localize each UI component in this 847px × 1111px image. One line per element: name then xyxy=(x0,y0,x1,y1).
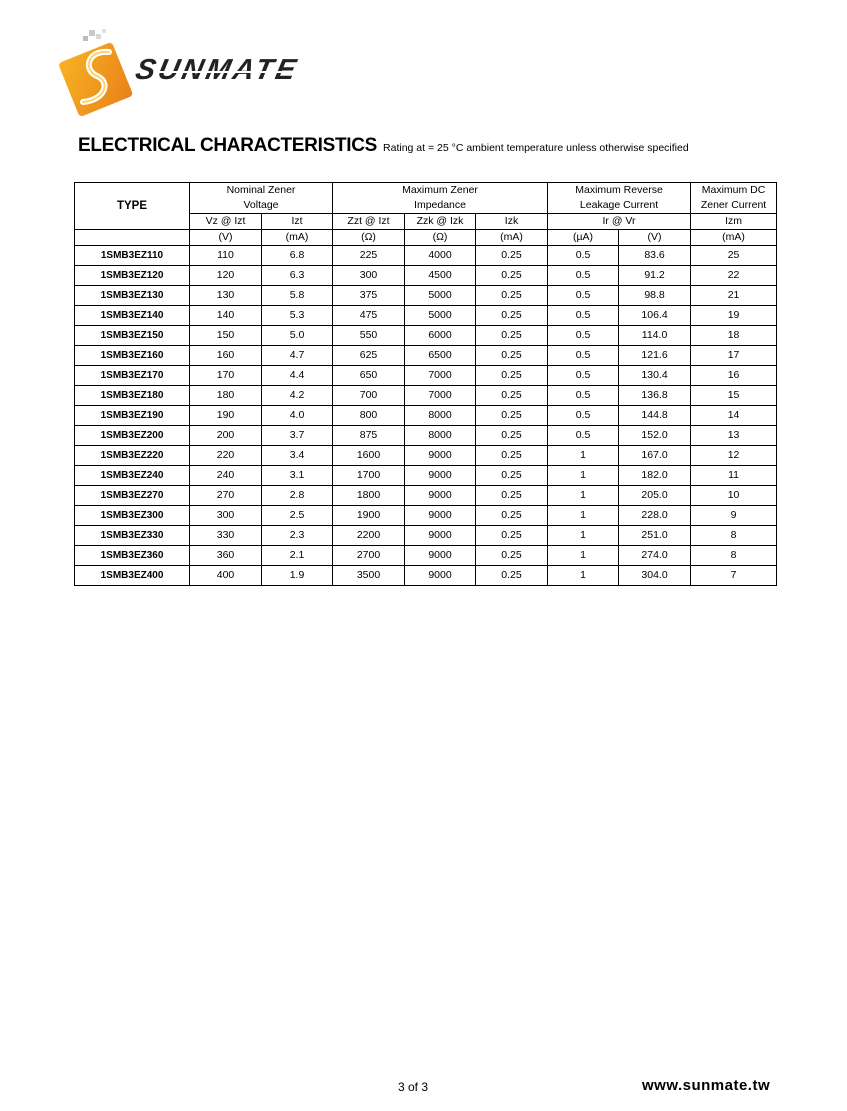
cell-izm: 16 xyxy=(691,366,777,386)
table-row xyxy=(75,346,777,366)
cell-ir: 1 xyxy=(548,486,619,506)
cell-type: 1SMB3EZ330 xyxy=(75,526,190,546)
cell-izt: 4.0 xyxy=(262,406,333,426)
unit-izk: (mA) xyxy=(476,230,548,246)
cell-izt: 3.7 xyxy=(262,426,333,446)
cell-izk: 0.25 xyxy=(476,466,548,486)
cell-type: 1SMB3EZ220 xyxy=(75,446,190,466)
cell-zzk: 4500 xyxy=(405,266,476,286)
cell-izk: 0.25 xyxy=(476,446,548,466)
cell-izk: 0.25 xyxy=(476,526,548,546)
cell-type: 1SMB3EZ120 xyxy=(75,266,190,286)
cell-ir: 0.5 xyxy=(548,426,619,446)
cell-ir: 1 xyxy=(548,506,619,526)
heading-subtitle: Rating at = 25 °C ambient temperature unless otherwise specified xyxy=(383,142,689,154)
brand-name: SUNMATE xyxy=(132,53,302,86)
cell-izm: 14 xyxy=(691,406,777,426)
cell-izt: 3.1 xyxy=(262,466,333,486)
cell-izk: 0.25 xyxy=(476,266,548,286)
cell-zzk: 9000 xyxy=(405,446,476,466)
cell-zzt: 550 xyxy=(333,326,405,346)
nominal-voltage-header-line2: Voltage xyxy=(190,198,333,214)
table-row xyxy=(75,386,777,406)
type-header-spacer xyxy=(75,230,190,246)
cell-vz: 220 xyxy=(190,446,262,466)
cell-ir: 0.5 xyxy=(548,386,619,406)
unit-ir: (µA) xyxy=(548,230,619,246)
cell-vz: 360 xyxy=(190,546,262,566)
cell-vr: 83.6 xyxy=(619,246,691,266)
cell-izt: 6.8 xyxy=(262,246,333,266)
cell-vr: 167.0 xyxy=(619,446,691,466)
cell-izk: 0.25 xyxy=(476,286,548,306)
cell-izk: 0.25 xyxy=(476,366,548,386)
cell-izk: 0.25 xyxy=(476,506,548,526)
table-row xyxy=(75,406,777,426)
dc-current-header-line2: Zener Current xyxy=(691,198,777,214)
cell-zzk: 9000 xyxy=(405,506,476,526)
nominal-voltage-header-line1: Nominal Zener xyxy=(190,183,333,199)
cell-izm: 7 xyxy=(691,566,777,586)
cell-ir: 0.5 xyxy=(548,346,619,366)
cell-izm: 8 xyxy=(691,546,777,566)
cell-izk: 0.25 xyxy=(476,426,548,446)
table-row xyxy=(75,366,777,386)
leakage-current-header-line2: Leakage Current xyxy=(548,198,691,214)
cell-zzt: 2200 xyxy=(333,526,405,546)
cell-zzk: 7000 xyxy=(405,386,476,406)
param-zzk: Zzk @ Izk xyxy=(405,214,476,230)
cell-izm: 13 xyxy=(691,426,777,446)
cell-vr: 91.2 xyxy=(619,266,691,286)
cell-vr: 130.4 xyxy=(619,366,691,386)
cell-izm: 8 xyxy=(691,526,777,546)
heading-title: ELECTRICAL CHARACTERISTICS xyxy=(78,135,378,156)
cell-izm: 15 xyxy=(691,386,777,406)
cell-vz: 140 xyxy=(190,306,262,326)
cell-izm: 21 xyxy=(691,286,777,306)
cell-ir: 0.5 xyxy=(548,366,619,386)
cell-type: 1SMB3EZ150 xyxy=(75,326,190,346)
cell-ir: 0.5 xyxy=(548,266,619,286)
cell-izt: 2.5 xyxy=(262,506,333,526)
table-row xyxy=(75,306,777,326)
cell-ir: 0.5 xyxy=(548,246,619,266)
table-row xyxy=(75,466,777,486)
cell-izt: 3.4 xyxy=(262,446,333,466)
table-row xyxy=(75,286,777,306)
cell-zzk: 9000 xyxy=(405,466,476,486)
unit-vz: (V) xyxy=(190,230,262,246)
cell-zzk: 4000 xyxy=(405,246,476,266)
unit-zzk: (Ω) xyxy=(405,230,476,246)
cell-zzk: 9000 xyxy=(405,526,476,546)
cell-izm: 9 xyxy=(691,506,777,526)
unit-izm: (mA) xyxy=(691,230,777,246)
cell-izm: 17 xyxy=(691,346,777,366)
table-row xyxy=(75,446,777,466)
cell-izt: 6.3 xyxy=(262,266,333,286)
cell-zzt: 225 xyxy=(333,246,405,266)
page-number: 3 of 3 xyxy=(398,1080,429,1094)
cell-izm: 25 xyxy=(691,246,777,266)
type-column-header: TYPE xyxy=(75,183,190,230)
website-link[interactable]: www.sunmate.tw xyxy=(642,1077,771,1094)
cell-vr: 228.0 xyxy=(619,506,691,526)
cell-izk: 0.25 xyxy=(476,346,548,366)
cell-vz: 240 xyxy=(190,466,262,486)
cell-izm: 19 xyxy=(691,306,777,326)
cell-ir: 0.5 xyxy=(548,286,619,306)
cell-type: 1SMB3EZ160 xyxy=(75,346,190,366)
cell-vr: 144.8 xyxy=(619,406,691,426)
cell-izm: 22 xyxy=(691,266,777,286)
cell-zzt: 1600 xyxy=(333,446,405,466)
cell-izk: 0.25 xyxy=(476,406,548,426)
cell-vz: 270 xyxy=(190,486,262,506)
cell-vz: 120 xyxy=(190,266,262,286)
cell-ir: 1 xyxy=(548,466,619,486)
param-ir-vr: Ir @ Vr xyxy=(548,214,691,230)
cell-zzt: 300 xyxy=(333,266,405,286)
param-izt: Izt xyxy=(262,214,333,230)
cell-vr: 274.0 xyxy=(619,546,691,566)
table-header xyxy=(75,183,777,246)
table-row xyxy=(75,506,777,526)
cell-zzk: 7000 xyxy=(405,366,476,386)
cell-ir: 1 xyxy=(548,566,619,586)
cell-zzt: 2700 xyxy=(333,546,405,566)
cell-vz: 330 xyxy=(190,526,262,546)
param-izk: Izk xyxy=(476,214,548,230)
cell-izm: 10 xyxy=(691,486,777,506)
param-izm: Izm xyxy=(691,214,777,230)
cell-izt: 5.3 xyxy=(262,306,333,326)
table-row xyxy=(75,246,777,266)
cell-zzt: 625 xyxy=(333,346,405,366)
dc-current-header-line1: Maximum DC xyxy=(691,183,777,199)
cell-izm: 12 xyxy=(691,446,777,466)
cell-type: 1SMB3EZ190 xyxy=(75,406,190,426)
cell-vr: 114.0 xyxy=(619,326,691,346)
cell-type: 1SMB3EZ140 xyxy=(75,306,190,326)
cell-zzk: 9000 xyxy=(405,546,476,566)
cell-vr: 205.0 xyxy=(619,486,691,506)
cell-izk: 0.25 xyxy=(476,326,548,346)
cell-type: 1SMB3EZ180 xyxy=(75,386,190,406)
cell-type: 1SMB3EZ300 xyxy=(75,506,190,526)
zener-impedance-header-line2: Impedance xyxy=(333,198,548,214)
cell-vz: 400 xyxy=(190,566,262,586)
table-row xyxy=(75,426,777,446)
cell-ir: 1 xyxy=(548,546,619,566)
param-vz: Vz @ Izt xyxy=(190,214,262,230)
cell-type: 1SMB3EZ200 xyxy=(75,426,190,446)
cell-vr: 182.0 xyxy=(619,466,691,486)
table-row xyxy=(75,526,777,546)
unit-vr: (V) xyxy=(619,230,691,246)
cell-vr: 304.0 xyxy=(619,566,691,586)
cell-type: 1SMB3EZ400 xyxy=(75,566,190,586)
cell-izt: 1.9 xyxy=(262,566,333,586)
cell-izt: 2.3 xyxy=(262,526,333,546)
cell-izt: 4.4 xyxy=(262,366,333,386)
cell-zzt: 1900 xyxy=(333,506,405,526)
table-row xyxy=(75,566,777,586)
section-heading xyxy=(78,135,689,157)
cell-izm: 18 xyxy=(691,326,777,346)
table-row xyxy=(75,486,777,506)
cell-izt: 5.0 xyxy=(262,326,333,346)
cell-izt: 4.7 xyxy=(262,346,333,366)
cell-izk: 0.25 xyxy=(476,306,548,326)
cell-type: 1SMB3EZ270 xyxy=(75,486,190,506)
cell-vz: 170 xyxy=(190,366,262,386)
leakage-current-header-line1: Maximum Reverse xyxy=(548,183,691,199)
company-logo xyxy=(57,28,327,118)
cell-vr: 152.0 xyxy=(619,426,691,446)
cell-zzt: 800 xyxy=(333,406,405,426)
cell-izk: 0.25 xyxy=(476,546,548,566)
cell-zzt: 1800 xyxy=(333,486,405,506)
cell-izt: 4.2 xyxy=(262,386,333,406)
cell-vz: 160 xyxy=(190,346,262,366)
cell-vr: 121.6 xyxy=(619,346,691,366)
cell-ir: 0.5 xyxy=(548,306,619,326)
cell-ir: 1 xyxy=(548,446,619,466)
table-body xyxy=(75,246,777,586)
cell-vz: 130 xyxy=(190,286,262,306)
cell-zzk: 6000 xyxy=(405,326,476,346)
cell-type: 1SMB3EZ110 xyxy=(75,246,190,266)
electrical-characteristics-table xyxy=(74,182,777,586)
cell-type: 1SMB3EZ360 xyxy=(75,546,190,566)
cell-zzt: 875 xyxy=(333,426,405,446)
cell-zzk: 5000 xyxy=(405,286,476,306)
param-zzt: Zzt @ Izt xyxy=(333,214,405,230)
cell-zzt: 650 xyxy=(333,366,405,386)
cell-izk: 0.25 xyxy=(476,386,548,406)
cell-type: 1SMB3EZ240 xyxy=(75,466,190,486)
cell-zzk: 8000 xyxy=(405,406,476,426)
cell-vr: 98.8 xyxy=(619,286,691,306)
cell-izt: 2.8 xyxy=(262,486,333,506)
cell-ir: 0.5 xyxy=(548,326,619,346)
cell-vr: 136.8 xyxy=(619,386,691,406)
cell-izt: 2.1 xyxy=(262,546,333,566)
table-row xyxy=(75,266,777,286)
cell-zzk: 9000 xyxy=(405,566,476,586)
cell-vr: 106.4 xyxy=(619,306,691,326)
cell-vz: 180 xyxy=(190,386,262,406)
table-row xyxy=(75,326,777,346)
cell-izt: 5.8 xyxy=(262,286,333,306)
cell-izk: 0.25 xyxy=(476,246,548,266)
cell-zzk: 6500 xyxy=(405,346,476,366)
cell-vz: 200 xyxy=(190,426,262,446)
sunmate-logo-graphic xyxy=(57,28,327,118)
unit-izt: (mA) xyxy=(262,230,333,246)
cell-zzk: 5000 xyxy=(405,306,476,326)
cell-zzt: 475 xyxy=(333,306,405,326)
cell-izk: 0.25 xyxy=(476,486,548,506)
cell-type: 1SMB3EZ170 xyxy=(75,366,190,386)
unit-zzt: (Ω) xyxy=(333,230,405,246)
cell-vz: 190 xyxy=(190,406,262,426)
cell-zzt: 700 xyxy=(333,386,405,406)
cell-type: 1SMB3EZ130 xyxy=(75,286,190,306)
cell-vz: 300 xyxy=(190,506,262,526)
cell-vz: 110 xyxy=(190,246,262,266)
cell-zzt: 1700 xyxy=(333,466,405,486)
cell-ir: 0.5 xyxy=(548,406,619,426)
cell-zzk: 8000 xyxy=(405,426,476,446)
cell-ir: 1 xyxy=(548,526,619,546)
cell-zzk: 9000 xyxy=(405,486,476,506)
table-row xyxy=(75,546,777,566)
cell-zzt: 3500 xyxy=(333,566,405,586)
cell-vr: 251.0 xyxy=(619,526,691,546)
cell-zzt: 375 xyxy=(333,286,405,306)
cell-izk: 0.25 xyxy=(476,566,548,586)
cell-izm: 11 xyxy=(691,466,777,486)
cell-vz: 150 xyxy=(190,326,262,346)
zener-impedance-header-line1: Maximum Zener xyxy=(333,183,548,199)
